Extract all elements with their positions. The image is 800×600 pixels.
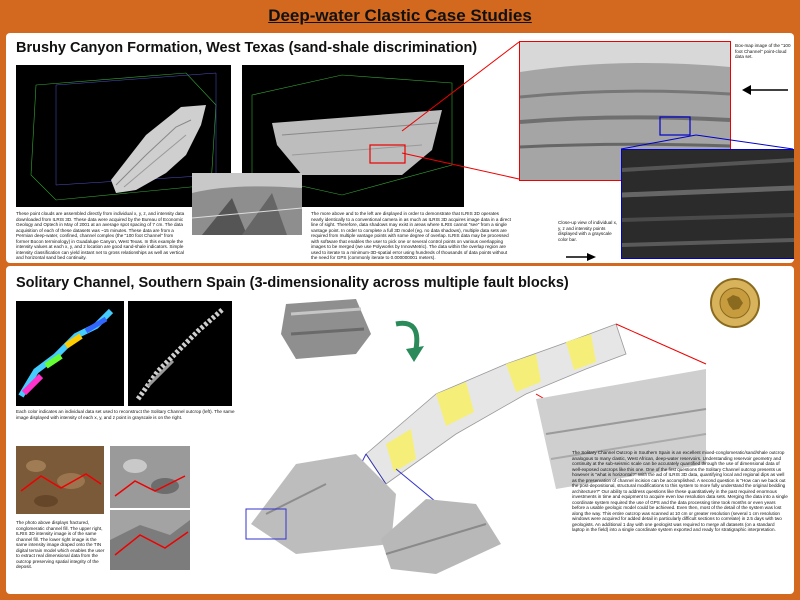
closeup-caption: Close-up view of individual x, y, z and intensity points displayed with a grayscale color bar. [558, 220, 618, 242]
colored-datasets-image [16, 301, 124, 406]
left-arrow-icon [742, 83, 788, 97]
section2-caption-photo: The photo above displays fractured, conglomeratic channel fill. The upper right, ILRIS 3D intensity image is of the same channel fill. The lower right image is the same intensity image draped onto the TIN digital terrain model which enables the user to extract real dimensional data from the outcrop preserving spatial integrity of the deposit. [16, 520, 105, 569]
section2-title: Solitary Channel, Southern Spain (3-dimensionality across multiple fault blocks) [16, 275, 569, 291]
section2-caption-right: The Solitary Channel Outcrop in Southern Spain is an excellent mixed-conglomeratic/sand/shale outcrop analogous to many clastic, West African, deep-water reservoirs. Understanding reservoir geometry and continuity at the sub-seismic scale can be accurately quantified through the use of dimensional data of well-exposed outcrops like this one. One of the first questions the Solitary Channel outcrop presents us however is "what is horizontal?" With the aid of ILRIS 3D data, quantifying local and regional dips as well as the preservation of channel incision can be accomplished. A second question is "How can we back out the post-depositional, structural modifications to this system to more fully understand the original bedding architecture?" Our ability to address questions like these quantitatively in the past required enormous investments in time and equipment to acquire even low resolution data sets. Merging the data into a single coordinate system required the use of GPS and the data processing time took months or even years before a usable geologic model could be achieved. Even then, most of the detail of the system was lost along the way. This entire outcrop was scanned at 10 cm or greater resolution (several 1 cm resolution windows were acquired for added detail in particularly difficult sections to correlate) in 2.5 days with two geologists. An additional 1 day with one geologist was required to merge all datasets (on a standard laptop in the field) into a single coordinate system exported and ready for stratigraphic interpretation. [572, 450, 788, 532]
ilris-intensity-image [110, 446, 190, 508]
grayscale-datasets-image [128, 301, 232, 406]
solitary-channel-panel [6, 266, 794, 594]
right-arrow-icon [566, 252, 596, 262]
callout-lines [6, 33, 794, 263]
brushy-canyon-panel [6, 33, 794, 263]
tin-draped-image [110, 510, 190, 570]
page-title: Deep-water Clastic Case Studies [268, 6, 532, 25]
section2-caption-color: Each color indicates an individual data set used to reconstruct the Solitary Channel outcrop (left). The same image displayed with intensity of each x, y, and z point in grayscale is on the right. [16, 409, 235, 420]
box-map-caption: Box-map image of the "100 foot Channel" point-cloud data set. [735, 43, 791, 59]
section1-title: Brushy Canyon Formation, West Texas (sand-shale discrimination) [16, 40, 478, 56]
bureau-seal-icon [709, 277, 761, 329]
outcrop-photo [16, 446, 104, 514]
section1-caption-middle: The more above and to the left are displayed in order to demonstrate that ILRIS 3D operates nearly identically to a conventional camera in as much as ILRIS 3D acquires image data in a direct line of sight. Therefore, data shadows may exist in areas where ILRIS cannot "see" from a single vantage point. In order to complete a full 3D model (eg. no data shadows), multiple data sets are required from multiple vantage points with some degree of overlap. ILRIS data may be processed with software that enables the user to pick one or several control points on various overlapping images to be merged (we use Polyworks by InnovMetric). The data within the overlap region are used to iterate to a minimum-3D-spatial error using hundreds of thousands of data points without the need for GPS (commonly iterate to 0.000000001 meters). [311, 211, 511, 260]
section1-caption-left: These point clouds are assembled directly from individual x, y, z, and intensity data downloaded from ILRIS 3D. These data were acquired by the Bureau of Economic Geology and Optech in May of 2001 at an average spot spacing of 7 cm. The data acquisition of each of these datasets was ~15 minutes. These data are from a Permian deep-water, confined, channel complex (the "100 foot Channel" from former Bocon terminology) in Guadalupe Canyon, West Texas. In this example the intensity values at each x, y, and z location are good sand-shale indicators. Simple intensity classification can yield instant net to gross relationships as well as vertical and horizontal sand bed continuity. [16, 211, 185, 260]
fault-block-composite [236, 294, 716, 594]
